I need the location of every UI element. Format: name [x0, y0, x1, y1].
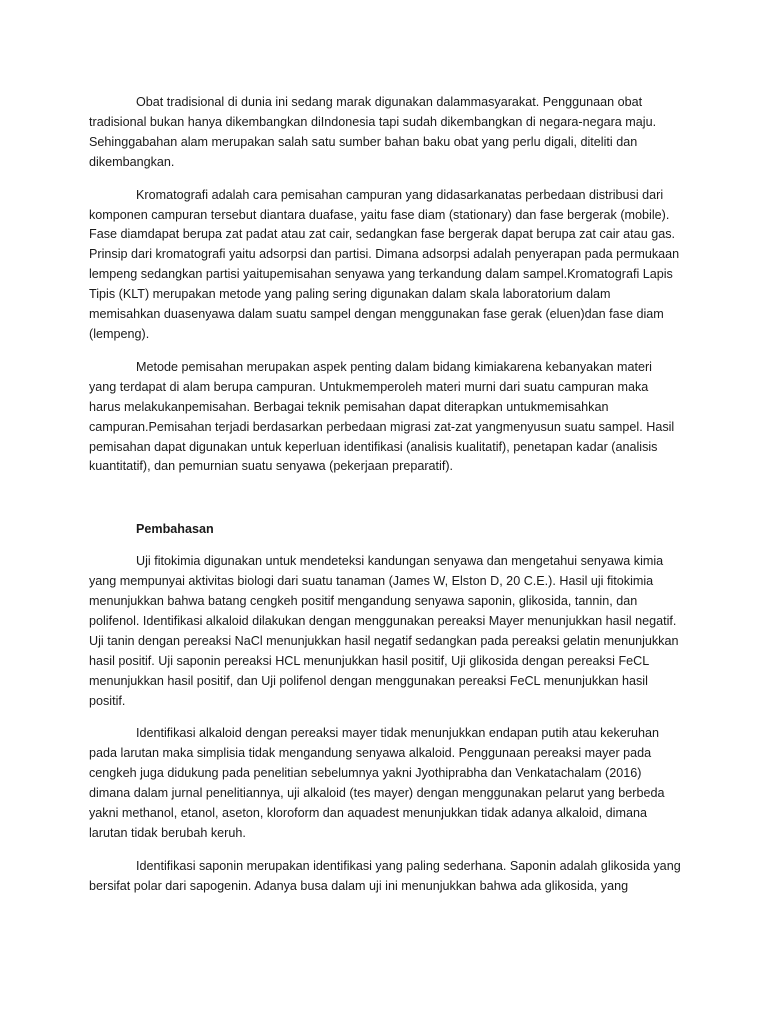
- section-spacer: [89, 490, 681, 520]
- paragraph-intro-1: Obat tradisional di dunia ini sedang marak digunakan dalammasyarakat. Penggunaan obat tradisional bukan hanya dikembangkan diIndonesia tapi sudah dikembangkan di negara-negara maju. Sehinggabahan alam merupakan salah satu sumber bahan baku obat yang perlu digali, diteliti dan dikembangkan.: [89, 95, 657, 169]
- paragraph-discussion-2: Identifikasi alkaloid dengan pereaksi mayer tidak menunjukkan endapan putih atau kekeruhan pada larutan maka simplisia tidak mengandung senyawa alkaloid. Penggunaan pereaksi mayer pada cengkeh juga didukung pada penelitian sebelumnya yakni Jyothiprabha dan Venkatachalam (2016) dimana dalam jurnal penelitiannya, uji alkaloid (tes mayer) dengan menggunakan pelarut yang berbeda yakni methanol, etanol, aseton, kloroform dan aquadest menunjukkan tidak adanya alkaloid, dimana larutan tidak berubah keruh.: [89, 726, 665, 840]
- paragraph-discussion-1: Uji fitokimia digunakan untuk mendeteksi kandungan senyawa dan mengetahui senyawa kimia yang mempunyai aktivitas biologi dari suatu tanaman (James W, Elston D, 20 C.E.). Hasil uji fitokimia menunjukkan bahwa batang cengkeh positif mengandung senyawa saponin, glikosida, tannin, dan polifenol. Identifikasi alkaloid dilakukan dengan menggunakan pereaksi Mayer menunjukkan hasil negatif. Uji tanin dengan pereaksi NaCl menunjukkan hasil negatif sedangkan pada pereaksi gelatin menunjukkan hasil positif. Uji saponin pereaksi HCL menunjukkan hasil positif, Uji glikosida dengan pereaksi FeCL menunjukkan hasil positif, dan Uji polifenol dengan menggunakan pereaksi FeCL menunjukkan hasil positif.: [89, 554, 679, 708]
- section-heading: Pembahasan: [136, 522, 214, 537]
- paragraph-intro-2: Kromatografi adalah cara pemisahan campuran yang didasarkanatas perbedaan distribusi dari komponen campuran tersebut diantara duafase, yaitu fase diam (stationary) dan fase bergerak (mobile). Fase diamdapat berupa zat padat atau zat cair, sedangkan fase bergerak dapat berupa zat cair atau gas. Prinsip dari kromatografi yaitu adsorpsi dan partisi. Dimana adsorpsi adalah penyerapan pada permukaan lempeng sedangkan partisi yaitupemisahan senyawa yang terkandung dalam sampel.Kromatografi Lapis Tipis (KLT) merupakan metode yang paling sering digunakan dalam skala laboratorium dalam memisahkan duasenyawa dalam suatu sampel dengan menggunakan fase gerak (eluen)dan fase diam (lempeng).: [89, 187, 680, 341]
- paragraph-intro-3: Metode pemisahan merupakan aspek penting dalam bidang kimiakarena kebanyakan materi yang terdapat di alam berupa campuran. Untukmemperoleh materi murni dari suatu campuran maka harus melakukanpemisahan. Berbagai teknik pemisahan dapat diterapkan untukmemisahkan campuran.Pemisahan terjadi berdasarkan perbedaan migrasi zat-zat yangmenyusun suatu sampel. Hasil pemisahan dapat digunakan untuk keperluan identifikasi (analisis kualitatif), penetapan kadar (analisis kuantitatif), dan pemurnian suatu senyawa (pekerjaan preparatif).: [89, 359, 675, 474]
- document-body: [89, 93, 681, 910]
- paragraph-discussion-3: Identifikasi saponin merupakan identifikasi yang paling sederhana. Saponin adalah glikosida yang bersifat polar dari sapogenin. Adanya busa dalam uji ini menunjukkan bahwa ada glikosida, yang: [89, 858, 681, 893]
